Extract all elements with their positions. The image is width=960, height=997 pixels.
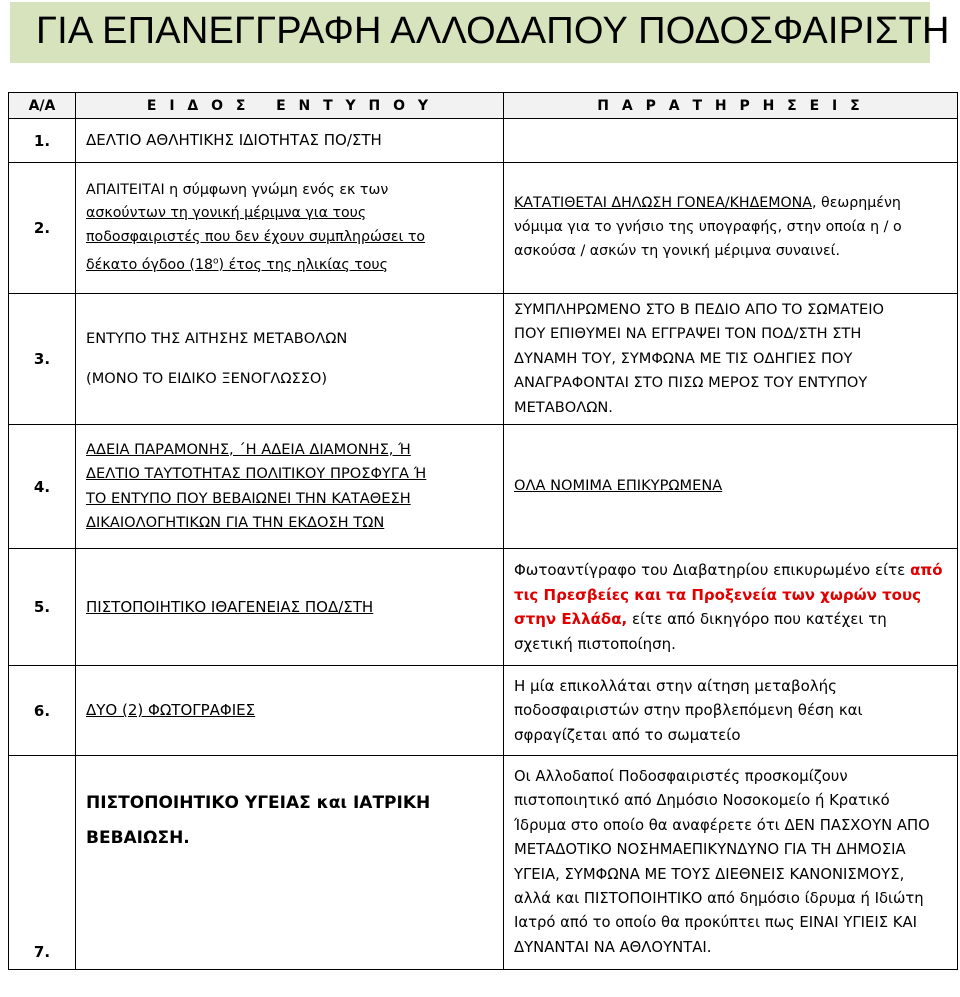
row-note: Φωτοαντίγραφο του Διαβατηρίου επικυρωμένο είτε από τις Πρεσβείες και τα Προξενεία των χωρών τους στην Ελλάδα, είτε από δικηγόρο που κατέχει τη σχετική πιστοποίηση. xyxy=(504,549,958,666)
row-item: ΔΥΟ (2) ΦΩΤΟΓΡΑΦΙΕΣ xyxy=(76,666,504,756)
row-note: Οι Αλλοδαποί Ποδοσφαιριστές προσκομίζουν πιστοποιητικό από Δημόσιο Νοσοκομείο ή Κρατικό Ίδρυμα στο οποίο θα αναφέρετε ότι ΔΕΝ ΠΑΣΧΟΥΝ ΑΠΟ ΜΕΤΑΔΟΤΙΚΟ ΝΟΣΗΜΑΕΠΙΚΥΝΔΥΝΟ ΓΙΑ ΤΗ ΔΗΜΟΣΙΑ ΥΓΕΙΑ, ΣΥΜΦΩΝΑ ΜΕ ΤΟΥΣ ΔΙΕΘΝΕΙΣ ΚΑΝΟΝΙΣΜΟΥΣ, αλλά και ΠΙΣΤΟΠΟΙΗΤΙΚΟ από δημόσιο ίδρυμα ή Ιδιώτη Ιατρό από το οποίο θα προκύπτει πως ΕΙΝΑΙ ΥΓΙΕΙΣ ΚΑΙ ΔΥΝΑΝΤΑΙ ΝΑ ΑΘΛΟΥΝΤΑΙ. xyxy=(504,756,958,970)
row-number: 4. xyxy=(9,425,76,549)
row-item: ΔΕΛΤΙΟ ΑΘΛΗΤΙΚΗΣ ΙΔΙΟΤΗΤΑΣ ΠΟ/ΣΤΗ xyxy=(76,119,504,163)
table-row xyxy=(9,425,958,549)
table-row xyxy=(9,549,958,666)
row-number: 6. xyxy=(9,666,76,756)
row-note: ΟΛΑ ΝΟΜΙΜΑ ΕΠΙΚΥΡΩΜΕΝΑ xyxy=(504,425,958,549)
table-row xyxy=(9,756,958,970)
row-note: Η μία επικολλάται στην αίτηση μεταβολής ποδοσφαιριστών στην προβλεπόμενη θέση και σφραγίζεται από το σωματείο xyxy=(504,666,958,756)
row-item: ΑΠΑΙΤΕΙΤΑΙ η σύμφωνη γνώμη ενός εκ των ασκούντων τη γονική μέριμνα για τους ποδοσφαιριστές που δεν έχουν συμπληρώσει το δέκατο όγδοο $(18^o)$ έτος της ηλικίας τους xyxy=(76,163,504,294)
row-item: ΕΝΤΥΠΟ ΤΗΣ ΑΙΤΗΣΗΣ ΜΕΤΑΒΟΛΩΝ (ΜΟΝΟ ΤΟ ΕΙΔΙΚΟ ΞΕΝΟΓΛΩΣΣΟ) xyxy=(76,294,504,425)
table-row xyxy=(9,119,958,163)
row-item: ΑΔΕΙΑ ΠΑΡΑΜΟΝΗΣ, ΄Η ΑΔΕΙΑ ΔΙΑΜΟΝΗΣ, Ή ΔΕΛΤΙΟ ΤΑΥΤΟΤΗΤΑΣ ΠΟΛΙΤΙΚΟΥ ΠΡΟΣΦΥΓΑ Ή ΤΟ ΕΝΤΥΠΟ ΠΟΥ ΒΕΒΑΙΩΝΕΙ ΤΗΝ ΚΑΤΑΘΕΣΗ ΔΙΚΑΙΟΛΟΓΗΤΙΚΩΝ ΓΙΑ ΤΗΝ ΕΚΔΟΣΗ ΤΩΝ xyxy=(76,425,504,549)
row-note: ΚΑΤΑΤΙΘΕΤΑΙ ΔΗΛΩΣΗ ΓΟΝΕΑ/ΚΗΔΕΜΟΝΑ, θεωρημένη νόμιμα για το γνήσιο της υπογραφής, στην οποία η / ο ασκούσα / ασκών τη γονική μέριμνα συναινεί. xyxy=(504,163,958,294)
documents-table xyxy=(8,92,958,970)
table-header-row xyxy=(9,93,958,119)
row-number: 7. xyxy=(9,756,76,970)
row-number: 5. xyxy=(9,549,76,666)
table-row xyxy=(9,666,958,756)
header-remarks: Π Α Ρ Α Τ Η Ρ Η Σ Ε Ι Σ xyxy=(504,93,958,119)
table-row xyxy=(9,294,958,425)
table-row xyxy=(9,163,958,294)
row-note xyxy=(504,119,958,163)
row-number: 2. xyxy=(9,163,76,294)
page-title: ΓΙΑ ΕΠΑΝΕΓΓΡΑΦΗ ΑΛΛΟΔΑΠΟΥ ΠΟΔΟΣΦΑΙΡΙΣΤΗ xyxy=(36,10,950,52)
row-number: 3. xyxy=(9,294,76,425)
row-item: ΠΙΣΤΟΠΟΙΗΤΙΚΟ ΥΓΕΙΑΣ και ΙΑΤΡΙΚΗ ΒΕΒΑΙΩΣΗ. xyxy=(76,756,504,970)
header-document-type: Ε Ι Δ Ο Σ Ε Ν Τ Υ Π Ο Υ xyxy=(76,93,504,119)
row-item: ΠΙΣΤΟΠΟΙΗΤΙΚΟ ΙΘΑΓΕΝΕΙΑΣ ΠΟΔ/ΣΤΗ xyxy=(76,549,504,666)
row-number: 1. xyxy=(9,119,76,163)
header-number: Α/Α xyxy=(9,93,76,119)
title-banner xyxy=(10,2,950,63)
row-note: ΣΥΜΠΛΗΡΩΜΕΝΟ ΣΤΟ Β ΠΕΔΙΟ ΑΠΟ ΤΟ ΣΩΜΑΤΕΙΟ ΠΟΥ ΕΠΙΘΥΜΕΙ ΝΑ ΕΓΓΡΑΨΕΙ ΤΟΝ ΠΟΔ/ΣΤΗ ΣΤΗ ΔΥΝΑΜΗ ΤΟΥ, ΣΥΜΦΩΝΑ ΜΕ ΤΙΣ ΟΔΗΓΙΕΣ ΠΟΥ ΑΝΑΓΡΑΦΟΝΤΑΙ ΣΤΟ ΠΙΣΩ ΜΕΡΟΣ ΤΟΥ ΕΝΤΥΠΟΥ ΜΕΤΑΒΟΛΩΝ. xyxy=(504,294,958,425)
